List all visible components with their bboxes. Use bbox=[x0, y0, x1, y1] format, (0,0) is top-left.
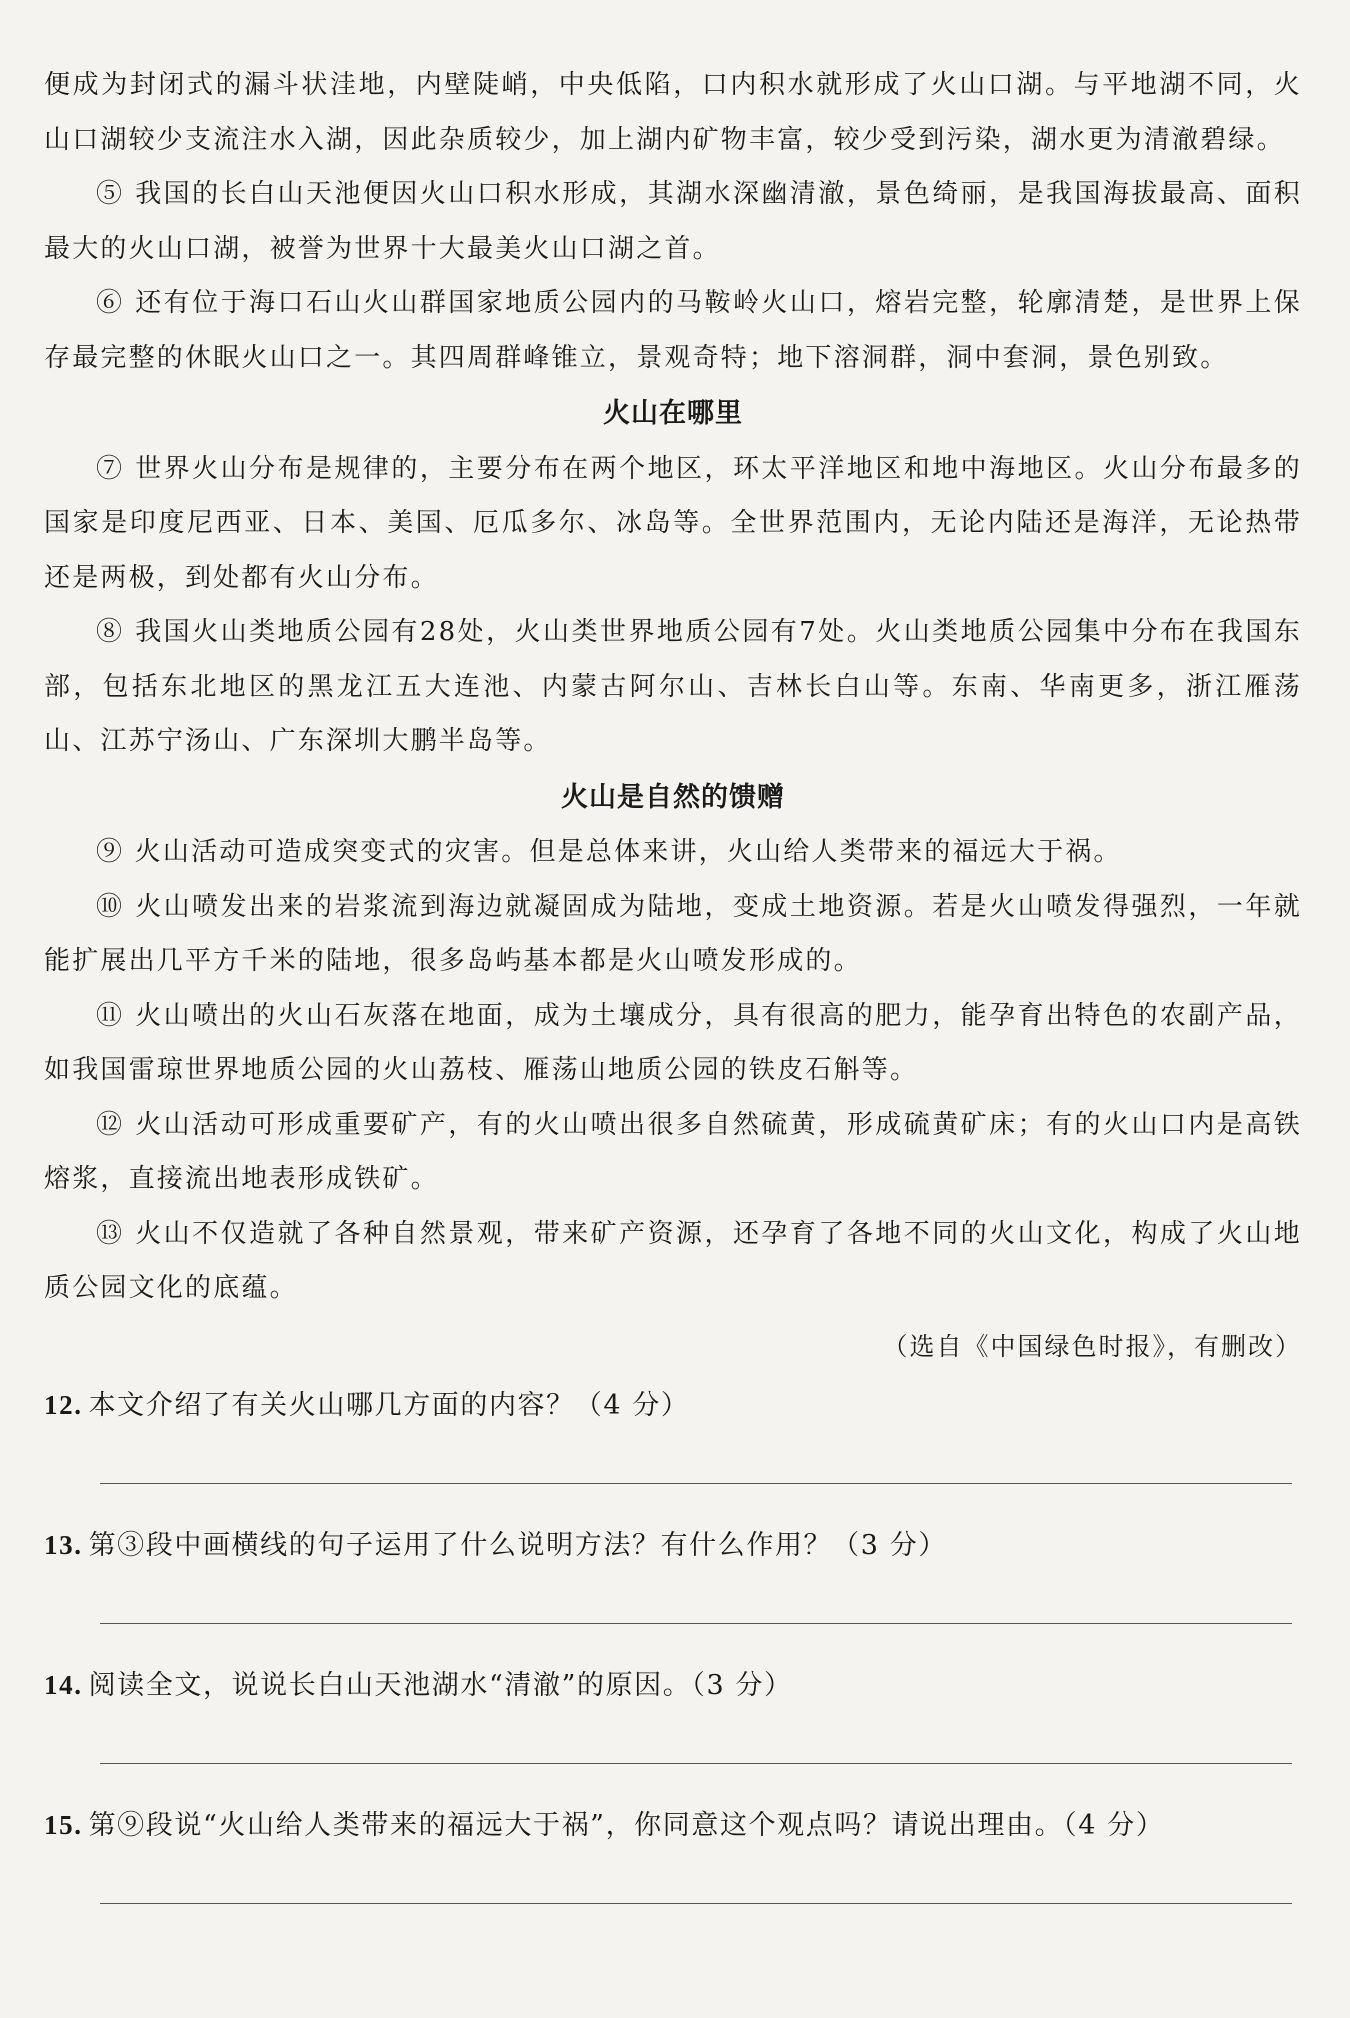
paragraph-6: ⑥ 还有位于海口石山火山群国家地质公园内的马鞍岭火山口，熔岩完整，轮廓清楚，是世界上保存最完整的休眠火山口之一。其四周群峰锥立，景观奇特；地下溶洞群，洞中套洞，景色别致。 bbox=[44, 288, 1302, 373]
answer-line[interactable] bbox=[100, 1483, 1292, 1484]
question-text: 阅读全文，说说长白山天池湖水“清澈”的原因。（3 分） bbox=[88, 1669, 793, 1701]
paragraph-10: ⑩ 火山喷发出来的岩浆流到海边就凝固成为陆地，变成土地资源。若是火山喷发得强烈，一年就能扩展出几平方千米的陆地，很多岛屿基本都是火山喷发形成的。 bbox=[44, 891, 1302, 976]
question-text: 本文介绍了有关火山哪几方面的内容？（4 分） bbox=[88, 1389, 690, 1421]
question-13 bbox=[44, 1518, 1302, 1624]
paragraph-5: ⑤ 我国的长白山天池便因火山口积水形成，其湖水深幽清澈，景色绮丽，是我国海拔最高、面积最大的火山口湖，被誉为世界十大最美火山口湖之首。 bbox=[44, 179, 1302, 264]
paragraph-continued: 便成为封闭式的漏斗状洼地，内壁陡峭，中央低陷，口内积水就形成了火山口湖。与平地湖不同，火山口湖较少支流注水入湖，因此杂质较少，加上湖内矿物丰富，较少受到污染，湖水更为清澈碧绿。 bbox=[44, 70, 1302, 155]
question-14 bbox=[44, 1658, 1302, 1764]
answer-line[interactable] bbox=[100, 1903, 1292, 1904]
question-number: 14. bbox=[44, 1669, 83, 1700]
paragraph-11: ⑪ 火山喷出的火山石灰落在地面，成为土壤成分，具有很高的肥力，能孕育出特色的农副产品，如我国雷琼世界地质公园的火山荔枝、雁荡山地质公园的铁皮石斛等。 bbox=[44, 1000, 1302, 1085]
paragraph-7: ⑦ 世界火山分布是规律的，主要分布在两个地区，环太平洋地区和地中海地区。火山分布最多的国家是印度尼西亚、日本、美国、厄瓜多尔、冰岛等。全世界范围内，无论内陆还是海洋，无论热带还是两极，到处都有火山分布。 bbox=[44, 453, 1302, 593]
paragraph-12: ⑫ 火山活动可形成重要矿产，有的火山喷出很多自然硫黄，形成硫黄矿床；有的火山口内是高铁熔浆，直接流出地表形成铁矿。 bbox=[44, 1109, 1302, 1194]
question-number: 12. bbox=[44, 1389, 83, 1420]
question-text: 第⑨段说“火山给人类带来的福远大于祸”，你同意这个观点吗？请说出理由。（4 分） bbox=[88, 1809, 1165, 1841]
paragraph-8: ⑧ 我国火山类地质公园有28处，火山类世界地质公园有7处。火山类地质公园集中分布在我国东部，包括东北地区的黑龙江五大连池、内蒙古阿尔山、吉林长白山等。东南、华南更多，浙江雁荡山、江苏宁汤山、广东深圳大鹏半岛等。 bbox=[44, 617, 1302, 756]
section-heading-where: 火山在哪里 bbox=[603, 398, 743, 429]
question-15 bbox=[44, 1798, 1302, 1904]
question-12 bbox=[44, 1378, 1302, 1484]
paragraph-13: ⑬ 火山不仅造就了各种自然景观，带来矿产资源，还孕育了各地不同的火山文化，构成了火山地质公园文化的底蕴。 bbox=[44, 1218, 1302, 1303]
source-citation: （选自《中国绿色时报》，有删改） bbox=[882, 1331, 1302, 1361]
question-text: 第③段中画横线的句子运用了什么说明方法？有什么作用？（3 分） bbox=[88, 1529, 947, 1561]
question-number: 13. bbox=[44, 1529, 83, 1560]
answer-line[interactable] bbox=[100, 1763, 1292, 1764]
paragraph-9: ⑨ 火山活动可造成突变式的灾害。但是总体来讲，火山给人类带来的福远大于祸。 bbox=[96, 837, 1122, 867]
section-heading-gift: 火山是自然的馈赠 bbox=[561, 781, 785, 813]
question-number: 15. bbox=[44, 1809, 83, 1840]
answer-line[interactable] bbox=[100, 1623, 1292, 1624]
